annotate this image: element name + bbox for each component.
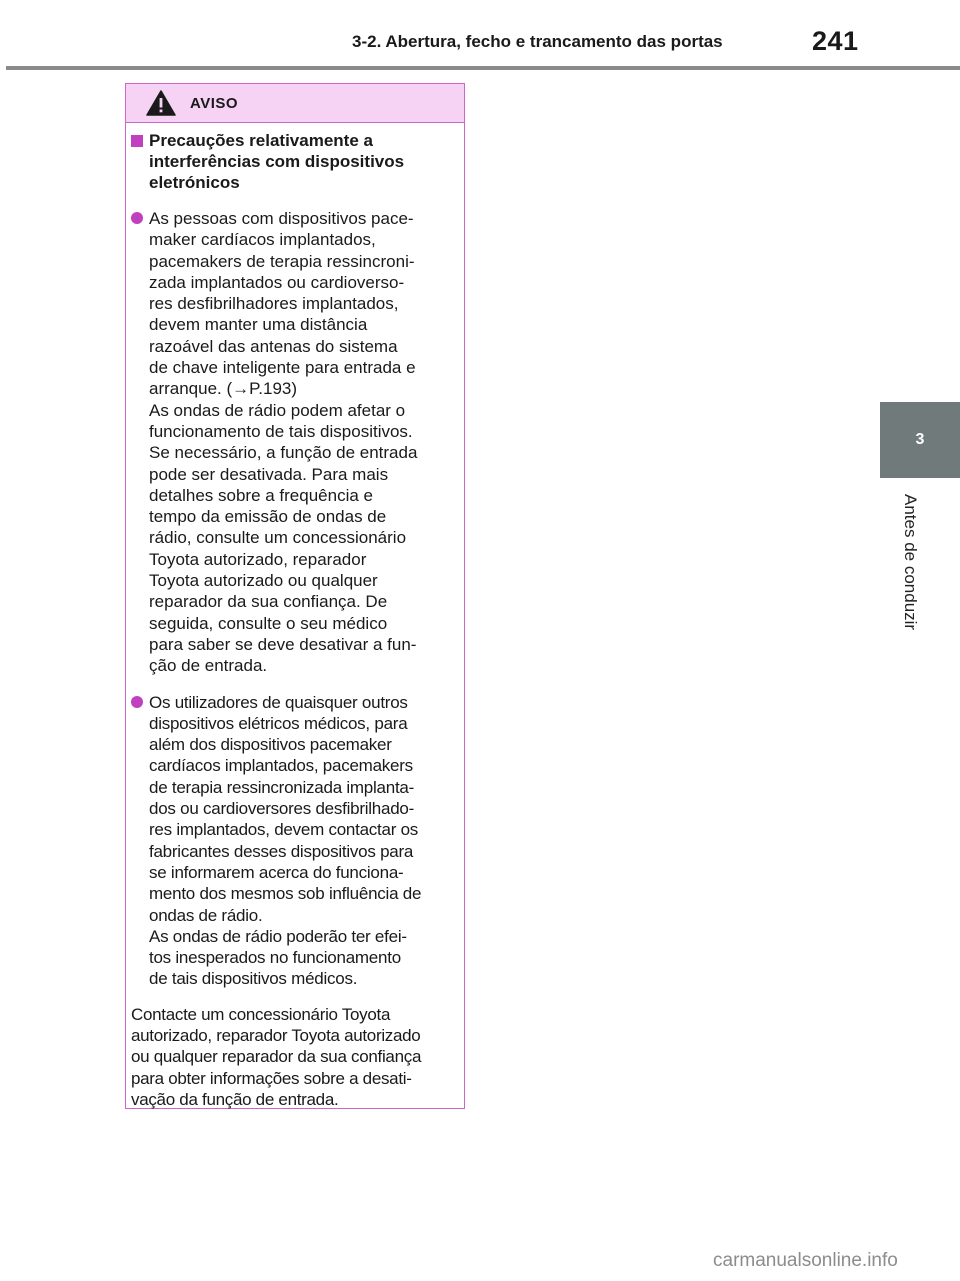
warning-header — [126, 84, 464, 123]
round-bullet-icon — [131, 212, 143, 224]
list-item — [131, 692, 458, 990]
round-bullet-icon — [131, 696, 143, 708]
warning-triangle-icon — [146, 90, 176, 116]
warning-subheading — [131, 130, 458, 193]
chapter-label: Antes de conduzir — [901, 494, 920, 631]
list-item-text: As pessoas com dispositivos pace- maker cardíacos implantados, pacemakers de terapia ressincroni- zada implantados ou cardioverso- res desfibrilhadores implantados, devem manter uma distância razoável das antenas do sistema de chave inteligente para entrada e arranque. (→P.193) As ondas de rádio podem afetar o funcionamento de tais dispositivos. Se necessário, a função de entrada pode ser desativada. Para mais detalhes sobre a frequência e tempo da emissão de ondas de rádio, consulte um concessionário Toyota autorizado, reparador Toyota autorizado ou qualquer reparador da sua confiança. De seguida, consulte o seu médico para saber se deve desativar a fun- ção de entrada. — [149, 209, 418, 676]
square-bullet-icon — [131, 135, 143, 147]
chapter-tab — [880, 402, 960, 478]
closing-paragraph: Contacte um concessionário Toyota autorizado, reparador Toyota autorizado ou qualquer reparador da sua confiança para obter informações sobre a desati- vação da função de entrada. — [131, 1004, 422, 1109]
section-title: 3-2. Abertura, fecho e trancamento das portas — [352, 32, 723, 51]
list-item-text: Os utilizadores de quaisquer outros dispositivos elétricos médicos, para além dos dispositivos pacemaker cardíacos implantados, pacemakers de terapia ressincronizada implanta- dos ou cardioversores desfibrilhado- res implantados, devem contactar os fabricantes desses dispositivos para se informarem acerca do funciona- mento dos mesmos sob influência de ondas de rádio. As ondas de rádio poderão ter efei- tos inesperados no funcionamento de tais dispositivos médicos. — [149, 692, 422, 989]
header-divider — [6, 66, 960, 70]
page-number: 241 — [812, 26, 859, 56]
warning-body — [126, 123, 464, 1110]
warning-title: AVISO — [190, 94, 239, 112]
subheading-text: Precauções relativamente a interferências com dispositivos eletrónicos — [149, 131, 405, 192]
list-item — [131, 208, 458, 677]
warning-box — [125, 83, 465, 1109]
chapter-number: 3 — [915, 431, 925, 448]
watermark: carmanualsonline.info — [713, 1250, 898, 1271]
